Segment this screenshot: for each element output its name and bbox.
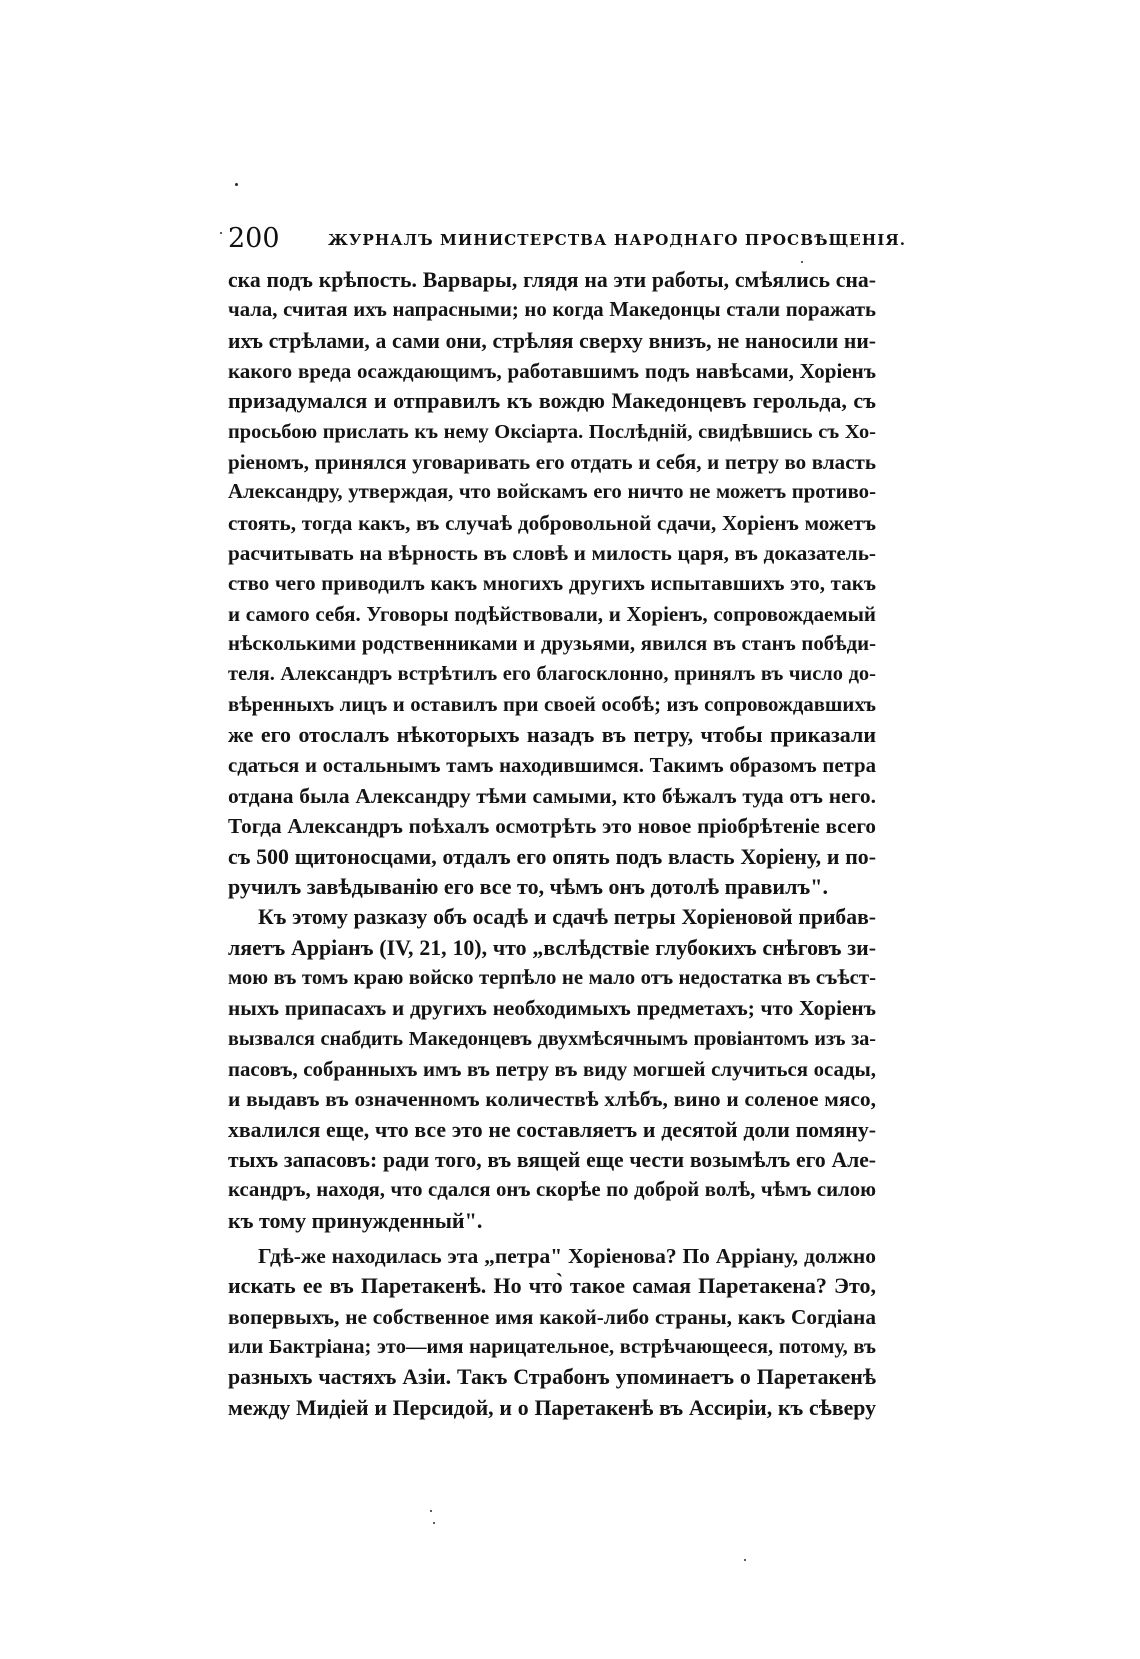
page-header xyxy=(228,223,907,255)
text-line: мою въ томъ краю войско терпѣло не мало отъ недостатка въ съѣст- xyxy=(228,965,876,989)
scan-speck xyxy=(235,183,238,186)
text-line: сдаться и остальнымъ тамъ находившимся. Такимъ образомъ петра xyxy=(228,753,876,777)
text-line: нѣсколькими родственниками и друзьями, явился въ станъ побѣди- xyxy=(228,632,876,656)
body-text xyxy=(228,265,876,1423)
text-line: хвалился еще, что все это не составляетъ и десятой доли помяну- xyxy=(228,1117,876,1142)
text-line: теля. Александръ встрѣтилъ его благосклонно, принялъ въ число до- xyxy=(228,663,876,686)
text-line: ство чего приводилъ какъ многихъ другихъ испытавшихъ это, такъ xyxy=(228,571,876,596)
scan-speck xyxy=(744,1559,746,1561)
scan-speck xyxy=(220,232,222,234)
text-line: расчитывать на вѣрность въ словѣ и милость царя, въ доказатель- xyxy=(228,541,876,566)
scan-speck xyxy=(801,261,803,263)
text-line: ручилъ завѣдыванію его все то, чѣмъ онъ дотолѣ правилъ". xyxy=(228,873,828,899)
text-line: ска подъ крѣпость. Варвары, глядя на эти работы, смѣялись сна- xyxy=(228,268,876,292)
text-line: чала, считая ихъ напрасными; но когда Македонцы стали поражать xyxy=(228,299,876,322)
text-line: стоять, тогда какъ, въ случаѣ добровольной сдачи, Хоріенъ можетъ xyxy=(228,510,876,535)
text-line: вѣренныхъ лицъ и оставилъ при своей особѣ; изъ сопровождавшихъ xyxy=(228,693,876,716)
page-number: 200 xyxy=(228,223,280,254)
text-line: къ тому принужденный". xyxy=(228,1207,483,1233)
text-line: призадумался и отправилъ къ вождю Македонцевъ герольда, съ xyxy=(228,388,876,414)
scan-speck xyxy=(433,1522,435,1524)
text-line: между Мидіей и Персидой, и о Паретакенѣ въ Ассиріи, къ сѣверу xyxy=(228,1395,876,1420)
paragraph-1 xyxy=(228,265,876,902)
text-line: ріеномъ, принялся уговаривать его отдать и себя, и петру во власть xyxy=(228,450,876,475)
scan-speck xyxy=(430,1510,432,1512)
text-line: просьбою прислать къ нему Оксіарта. Послѣдній, свидѣвшись съ Хо- xyxy=(228,420,876,443)
running-head: ЖУРНАЛЪ МИНИСТЕРСТВА НАРОДНАГО ПРОСВѢЩЕНІЯ. xyxy=(328,231,907,249)
text-line: Къ этому разказу объ осадѣ и сдачѣ петры Хоріеновой прибав- xyxy=(258,905,876,930)
text-line: Александру, утверждая, что войскамъ его ничто не можетъ противо- xyxy=(228,480,876,504)
text-line: пасовъ, собранныхъ имъ въ петру въ виду могшей случиться осады, xyxy=(228,1056,876,1081)
text-line: и самого себя. Уговоры подѣйствовали, и Хоріенъ, сопровождаемый xyxy=(228,601,876,626)
text-line: разныхъ частяхъ Азіи. Такъ Страбонъ упоминаетъ о Паретакенѣ xyxy=(228,1365,876,1390)
text-line: какого вреда осаждающимъ, работавшимъ подъ навѣсами, Хоріенъ xyxy=(228,359,876,384)
text-line: Гдѣ-же находилась эта „петра" Хоріенова? По Арріану, должно xyxy=(258,1244,876,1268)
text-line: и выдавъ въ означенномъ количествѣ хлѣбъ, вино и соленое мясо, xyxy=(228,1087,876,1112)
text-line: ляетъ Арріанъ (IV, 21, 10), что „вслѣдствіе глубокихъ снѣговъ зи- xyxy=(228,935,876,960)
text-line: ихъ стрѣлами, а сами они, стрѣляя сверху внизъ, не наносили ни- xyxy=(228,328,876,353)
text-line: отдана была Александру тѣми самыми, кто бѣжалъ туда отъ него. xyxy=(228,783,876,808)
text-line: же его отослалъ нѣкоторыхъ назадъ въ петру, чтобы приказали xyxy=(228,722,876,748)
paragraph-3 xyxy=(228,1241,876,1423)
text-line: ксандръ, находя, что сдался онъ скорѣе по доброй волѣ, чѣмъ силою xyxy=(228,1178,876,1202)
text-line: Тогда Александръ поѣхалъ осмотрѣть это новое пріобрѣтеніе всего xyxy=(228,814,876,839)
text-line: ныхъ припасахъ и другихъ необходимыхъ предметахъ; что Хоріенъ xyxy=(228,996,876,1021)
text-line: вызвался снабдить Македонцевъ двухмѣсячнымъ провіантомъ изъ за- xyxy=(228,1027,876,1050)
paragraph-2 xyxy=(228,902,876,1236)
text-line: съ 500 щитоносцами, отдалъ его опять подъ власть Хоріену, и по- xyxy=(228,844,876,869)
text-line: вопервыхъ, не собственное имя какой-либо страны, какъ Согдіана xyxy=(228,1304,876,1329)
text-line: или Бактріана; это—имя нарицательное, встрѣчающееся, потому, въ xyxy=(228,1336,876,1359)
text-line: тыхъ запасовъ: ради того, въ вящей еще чести возымѣлъ его Але- xyxy=(228,1147,876,1172)
text-line: искать ее въ Паретакенѣ. Но что̀ такое самая Паретакена? Это, xyxy=(228,1273,876,1299)
